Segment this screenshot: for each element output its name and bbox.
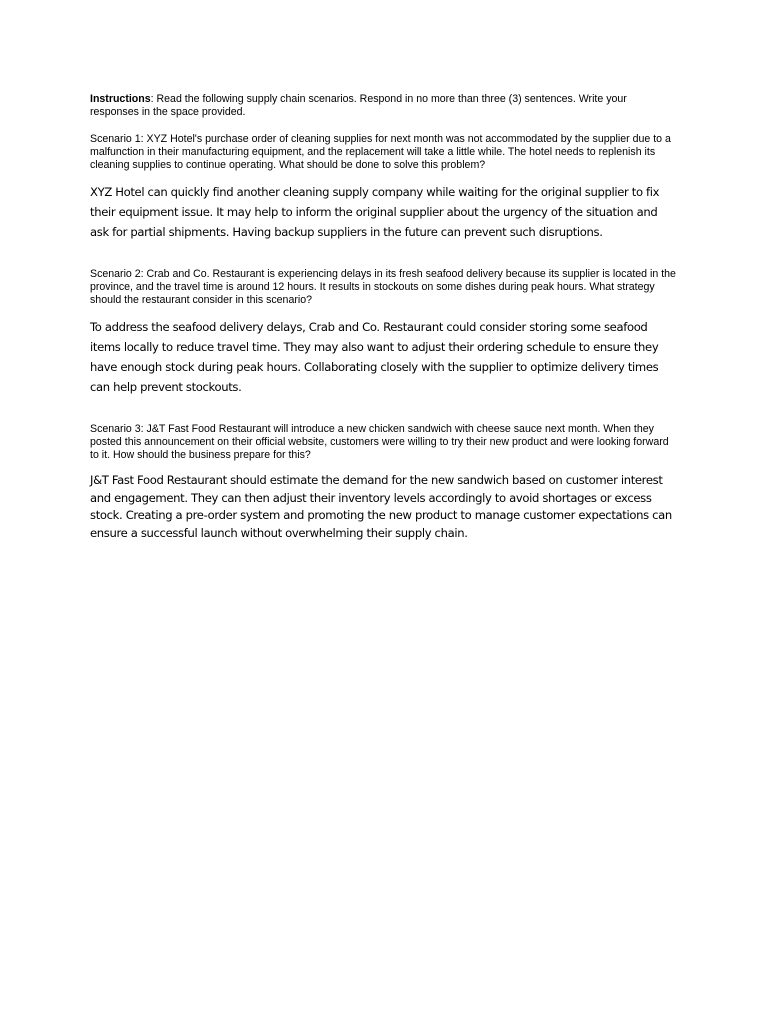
scenario-1-answer[interactable]: XYZ Hotel can quickly find another cleaning supply company while waiting for the original supplier to fix their equipment issue. It may help to inform the original supplier about the urgency of the situation and ask for partial shipments. Having backup suppliers in the future can prevent such disruptions. <box>90 185 660 239</box>
instructions-paragraph <box>90 93 678 119</box>
instructions-label: Instructions <box>90 93 151 105</box>
scenario-3-prompt: Scenario 3: J&T Fast Food Restaurant will introduce a new chicken sandwich with cheese sauce next month. When they posted this announcement on their official website, customers were willing to try their new product and were looking forward to it. How should the business prepare for this? <box>90 423 669 461</box>
scenario-2-prompt: Scenario 2: Crab and Co. Restaurant is experiencing delays in its fresh seafood delivery because its supplier is located in the province, and the travel time is around 12 hours. It results in stockouts on some dishes during peak hours. What strategy should the restaurant consider in this scenario? <box>90 268 676 306</box>
scenario-3-answer[interactable]: J&T Fast Food Restaurant should estimate the demand for the new sandwich based on customer interest and engagement. They can then adjust their inventory levels accordingly to avoid shortages or excess stock. Creating a pre-order system and promoting the new product to manage customer expectations can ensure a successful launch without overwhelming their supply chain. <box>90 473 672 540</box>
scenario-1-prompt: Scenario 1: XYZ Hotel's purchase order of cleaning supplies for next month was not accommodated by the supplier due to a malfunction in their manufacturing equipment, and the replacement will take a little while. The hotel needs to replenish its cleaning supplies to continue operating. What should be done to solve this problem? <box>90 133 671 171</box>
scenario-2-answer[interactable]: To address the seafood delivery delays, Crab and Co. Restaurant could consider storing some seafood items locally to reduce travel time. They may also want to adjust their ordering schedule to ensure they have enough stock during peak hours. Collaborating closely with the supplier to optimize delivery times can help prevent stockouts. <box>90 320 659 394</box>
instructions-text: : Read the following supply chain scenarios. Respond in no more than three (3) sentences. Write your responses in the space provided. <box>90 93 627 118</box>
document-page <box>90 93 678 542</box>
